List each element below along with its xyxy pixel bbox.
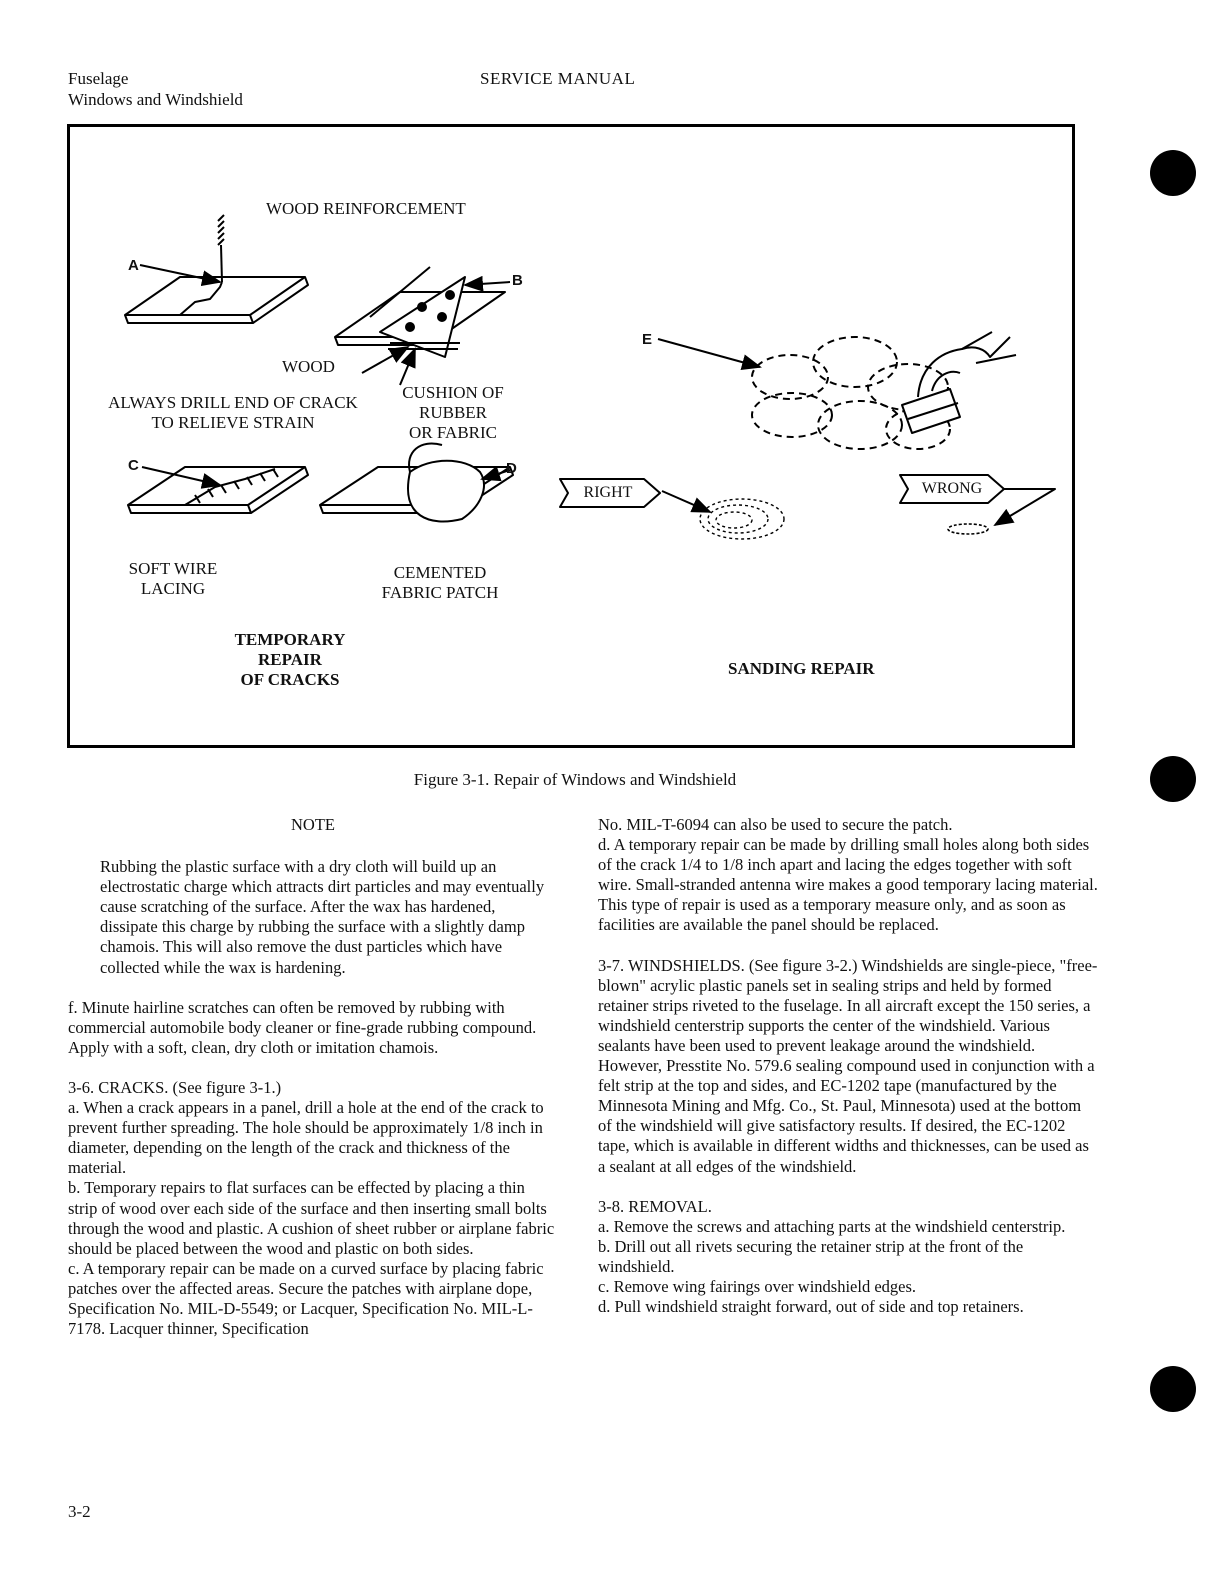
paragraph-d: d. A temporary repair can be made by drilling small holes along both sides of the crack 1/4 to 1/8 inch apart and lacing the edges together with soft wire. Small-stranded antenna wire makes a good temporary lacing material. This type of repair is used as a temporary measure only, and as soon as facilities are available the panel should be replaced.: [598, 835, 1098, 935]
hand-sanding-block-illustration: [902, 332, 1016, 433]
figure-3-1: [67, 124, 1075, 748]
wood-reinforcement-label: WOOD REINFORCEMENT: [266, 199, 466, 218]
sanding-swirl-illustration: [752, 337, 950, 449]
windshields-section: 3-7. WINDSHIELDS. (See figure 3-2.) Windshields are single-piece, "free-blown" acrylic plastic panels set in sealing strips and held by formed retainer strips riveted to the fuselage. In all aircraft except the 150 series, a windshield centerstrip supports the center of the windshield. Various sealants have been used to prevent leakage around the windshield. However, Presstite No. 579.6 sealing compound used in conjunction with a felt strip at the top and sides, and EC-1202 tape (manufactured by the Minnesota Mining and Mfg. Co., St. Paul, Minnesota) used at the bottom of the windshield will give satisfactory results. If desired, the EC-1202 tape, which is available in different widths and thicknesses, can be used as a sealant at all edges of the windshield.: [598, 955, 1098, 1176]
removal-step-c: c. Remove wing fairings over windshield edges.: [598, 1276, 917, 1296]
right-column: [598, 815, 1098, 1317]
paragraph-c-continued: No. MIL-T-6094 can also be used to secure the patch.: [598, 815, 953, 834]
wood-reinforcement-illustration: [335, 267, 510, 385]
sanding-repair-title: SANDING REPAIR: [728, 659, 875, 678]
figure-caption: Figure 3-1. Repair of Windows and Windshield: [413, 770, 737, 789]
removal-step-b: b. Drill out all rivets securing the retainer strip at the front of the windshield.: [598, 1236, 1024, 1276]
callout-d: D: [506, 460, 517, 477]
soft-wire-lacing-label: SOFT WIRE LACING: [128, 559, 218, 598]
running-header-left: [68, 68, 243, 110]
binder-hole-dot: [1150, 756, 1196, 802]
paragraph-b: b. Temporary repairs to flat surfaces can be effected by placing a thin strip of wood over each side of the surface and then inserting small bolts through the wood and plastic. A cushion of sheet rubber or airplane fabric should be placed between the wood and plastic on both sides.: [68, 1178, 555, 1258]
fabric-patch-illustration: [320, 444, 513, 522]
section-name: Fuselage: [68, 69, 129, 88]
subsection-name: Windows and Windshield: [68, 90, 243, 109]
callout-c: C: [128, 457, 139, 474]
binder-hole-dot: [1150, 150, 1196, 196]
page-number: 3-2: [68, 1502, 91, 1521]
callout-b: B: [512, 272, 523, 289]
removal-step-d: d. Pull windshield straight forward, out of side and top retainers.: [598, 1297, 1024, 1317]
drill-end-label: ALWAYS DRILL END OF CRACK TO RELIEVE STRAIN: [108, 393, 358, 432]
wrong-label: WRONG: [921, 480, 983, 497]
wood-label: WOOD: [282, 357, 335, 376]
paragraph-a: a. When a crack appears in a panel, drill a hole at the end of the crack to prevent further spreading. The hole should be approximately 1/8 inch in diameter, depending on the length of the crack and thickness of the material.: [68, 1098, 544, 1178]
binder-hole-dot: [1150, 1366, 1196, 1412]
paragraph-c: c. A temporary repair can be made on a curved surface by placing fabric patches over the affected areas. Secure the patches with airplane dope, Specification No. MIL-D-5549; or Lacquer, Specification No. MIL-L-7178. Lacquer thinner, Specification: [68, 1258, 544, 1339]
wire-lacing-illustration: [128, 467, 308, 513]
left-column: [68, 815, 558, 1339]
drilled-crack-illustration: [125, 215, 308, 323]
note-body: Rubbing the plastic surface with a dry cloth will build up an electrostatic charge which attracts dirt particles and may eventually cause scratching of the surface. After the wax has hardened, dissipate this charge by rubbing the surface with a slightly damp chamois. This will also remove the dust particles which have collected while the wax is hardening.: [100, 857, 545, 977]
removal-step-a: a. Remove the screws and attaching parts at the windshield centerstrip.: [598, 1216, 1066, 1236]
cushion-label: CUSHION OF RUBBER OR FABRIC: [402, 383, 504, 442]
temporary-repair-title: TEMPORARY REPAIR OF CRACKS: [234, 630, 346, 689]
right-label: RIGHT: [583, 484, 633, 501]
note-title: NOTE: [291, 815, 335, 834]
cemented-fabric-patch-label: CEMENTED FABRIC PATCH: [381, 563, 499, 602]
paragraph-f: f. Minute hairline scratches can often be removed by rubbing with commercial automobile body cleaner or fine-grade rubbing compound. Apply with a soft, clean, dry cloth or imitation chamois.: [68, 997, 537, 1057]
cracks-heading: 3-6. CRACKS. (See figure 3-1.): [68, 1077, 282, 1097]
callout-a: A: [128, 257, 139, 274]
manual-title: SERVICE MANUAL: [480, 69, 636, 88]
removal-heading: 3-8. REMOVAL.: [598, 1196, 712, 1216]
callout-e-arrow: [658, 339, 760, 367]
callout-e: E: [642, 331, 653, 348]
